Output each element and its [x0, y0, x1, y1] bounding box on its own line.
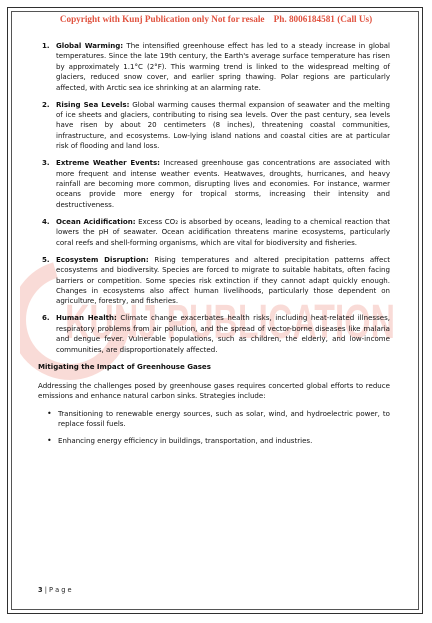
footer-separator: | [42, 586, 50, 594]
strategy-item [38, 409, 390, 430]
impact-item [38, 158, 390, 210]
impact-item-text: The intensified greenhouse effect has led to a steady increase in global temperatures. Since the late 19th century, the Earth's average surface temperature has risen by approximately 1.1°C (2°F). This warming trend is linked to the widespread melting of glaciers, reduced snow cover, and earlier spring thawing. Polar regions are particularly affected, with Arctic sea ice shrinking at an alarming rate. [56, 41, 390, 92]
intro-paragraph: Addressing the challenges posed by greenhouse gases requires concerted global efforts to reduce emissions and enhance natural carbon sinks. Strategies include: [38, 380, 390, 401]
bullet-icon: • [47, 435, 52, 445]
impact-item-title: Rising Sea Levels: [56, 99, 130, 109]
impact-item-number: 5. [42, 254, 50, 264]
impact-item-title: Human Health: [56, 313, 117, 323]
strategy-item-text: Transitioning to renewable energy sources, such as solar, wind, and hydroelectric power, to replace fossil fuels. [58, 408, 390, 429]
impact-item [38, 100, 390, 152]
page-content [38, 41, 390, 452]
page-footer [38, 586, 72, 594]
impact-item-number: 4. [42, 216, 50, 226]
strategies-list [38, 409, 390, 446]
impact-item-title: Global Warming: [56, 41, 124, 50]
impact-item-number: 2. [42, 99, 50, 109]
impact-item-number: 3. [42, 158, 50, 168]
impact-item [38, 313, 390, 355]
impact-item-text: Increased greenhouse gas concentrations are associated with more frequent and intense weather events. Heatwaves, droughts, hurricanes, and heavy rainfall are becoming more common, disrupting lives and economies. For instance, warmer oceans provide more energy for tropical storms, increasing their intensity and destructiveness. [56, 158, 391, 209]
impact-item-text: Global warming causes thermal expansion of seawater and the melting of ice sheets and glaciers, contributing to rising sea levels. Over the past century, sea levels have risen by about 20 centimeters (8 inches), threatening coastal communities, infrastructure, and ecosystems. Low-lying island nations and coastal cities are at particular risk of flooding and land loss. [56, 99, 390, 151]
copyright-header [0, 14, 432, 24]
impact-item [38, 217, 390, 248]
impact-item-text: Excess CO₂ is absorbed by oceans, leading to a chemical reaction that lowers the pH of seawater. Ocean acidification threatens marine ecosystems, particularly coral reefs and shell-forming organisms, which are vital for biodiversity and fisheries. [56, 216, 390, 247]
strategy-item-text: Enhancing energy efficiency in buildings, transportation, and industries. [58, 435, 313, 445]
impact-item-title: Ecosystem Disruption: [56, 254, 149, 264]
bullet-icon: • [47, 408, 52, 418]
impact-item-number: 1. [42, 41, 50, 50]
impact-item [38, 255, 390, 307]
strategy-item [38, 436, 390, 446]
impact-item-text: Rising temperatures and altered precipitation patterns affect ecosystems and biodiversity. Species are forced to migrate to suitable habitats, often facing barriers or competition. Some species risk extinction if they cannot adapt quickly enough. Changes in ecosystems also affect human livelihoods, particularly those dependent on agriculture, forestry, and fisheries. [56, 254, 391, 306]
footer-page-label: P a g e [49, 586, 72, 594]
page-number: 3 [38, 586, 43, 594]
impact-item-number: 6. [42, 313, 50, 323]
impact-item [38, 41, 390, 93]
header-copyright-text: Copyright with Kunj Publication only Not for resale [59, 14, 265, 24]
impacts-list [38, 41, 390, 355]
watermark-text: KUNJ PUBLICATION [65, 296, 395, 349]
impact-item-text: Climate change exacerbates health risks, including heat-related illnesses, respiratory problems from air pollution, and the spread of vector-borne diseases like malaria and dengue fever. Vulnerable populations, such as children, the elderly, and low-income communities, are disproportionately affected. [56, 313, 390, 354]
section-heading: Mitigating the Impact of Greenhouse Gases [38, 361, 211, 371]
header-phone-text: Ph. 8006184581 (Call Us) [273, 14, 373, 24]
impact-item-title: Ocean Acidification: [56, 216, 136, 226]
impact-item-title: Extreme Weather Events: [56, 158, 160, 168]
